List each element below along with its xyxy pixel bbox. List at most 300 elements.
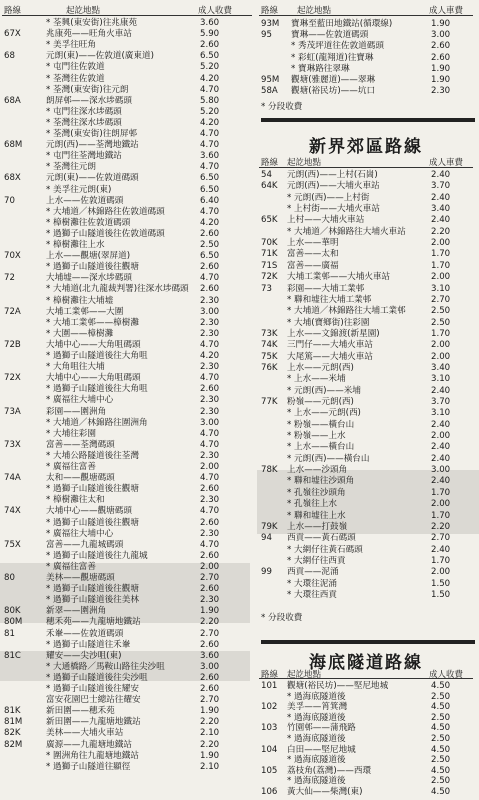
stops-cell: 耀安——尖沙咀(東) [46, 650, 122, 661]
route-cell: 64K [261, 181, 278, 192]
stops-cell: 美林——大埔火車站 [46, 728, 124, 739]
fare-cell: 2.00 [431, 567, 451, 578]
stops-cell: * 大埔(寶鄉街)往彩園 [287, 317, 370, 328]
table-row [4, 162, 230, 172]
stops-cell: * 大網仔往黃石碼頭 [287, 544, 363, 555]
stops-cell: * 廣福往大埔中心 [46, 528, 114, 539]
stops-cell: * 廣福往大埔中心 [46, 395, 114, 406]
fare-cell: 2.40 [431, 442, 451, 453]
stops-cell: * 粉嶺——上水 [287, 431, 346, 442]
table-row [261, 64, 461, 74]
fare-cell: 2.00 [431, 272, 451, 283]
stops-cell: * 聯和墟往上水 [287, 510, 346, 521]
stops-cell: 美孚——筲箕灣 [287, 702, 348, 713]
fare-cell: 4.70 [200, 373, 220, 384]
table-row [4, 673, 230, 683]
stops-cell: * 美孚往旺角 [46, 40, 96, 51]
stops-cell: * 聯和墟往沙頭角 [287, 476, 355, 487]
table-row [4, 29, 230, 39]
stops-cell: 上水——觀塘(翠屏道) [46, 251, 131, 262]
fare-cell: 3.60 [200, 18, 220, 28]
fare-cell: 2.60 [200, 550, 220, 561]
fare-cell: 2.30 [200, 595, 220, 606]
footnote: * 分段收費 [261, 102, 303, 112]
fare-cell: 2.40 [431, 453, 451, 464]
fare-cell: 2.40 [431, 385, 451, 396]
stops-cell: * 大埔道／林錦路往大埔工業邨 [287, 306, 406, 317]
fare-cell: 6.50 [200, 184, 220, 195]
table-row [261, 476, 461, 486]
fare-cell: 4.70 [200, 339, 220, 350]
fare-cell: 2.20 [431, 226, 451, 237]
table-row [261, 465, 461, 475]
table-row [261, 755, 461, 765]
table-row [261, 511, 461, 521]
table-row [4, 207, 230, 217]
table-row [261, 567, 461, 577]
stops-cell: 寶琳至藍田地鐵站(循環線) [291, 19, 393, 29]
fare-cell: 4.70 [200, 84, 220, 95]
stops-cell: * 大埔道／林錦路往圍洲角 [46, 417, 148, 428]
stops-cell: * 上水——元朗(西) [287, 408, 361, 419]
fare-cell: 4.70 [200, 473, 220, 484]
fare-cell: 6.50 [200, 173, 220, 184]
fare-cell: 2.60 [200, 517, 220, 528]
stops-cell: 彩園——大埔工業邨 [287, 283, 365, 294]
header-route: 路線 [261, 158, 279, 168]
stops-cell: 彩園——圍洲角 [46, 406, 107, 417]
table-row [261, 170, 461, 180]
route-cell: 75K [261, 351, 278, 362]
fare-cell: 2.30 [431, 86, 451, 97]
table-row [261, 734, 461, 744]
table-row [4, 462, 230, 472]
stops-cell: * 過獅子山隧道後往大角咀 [46, 351, 148, 361]
header-stops: 起訖地點 [287, 158, 322, 168]
fare-cell: 1.90 [431, 75, 451, 85]
fare-cell: 2.40 [431, 192, 451, 203]
header-stops: 起訖地點 [287, 670, 322, 680]
route-cell: 80 [4, 573, 15, 583]
fare-cell: 2.30 [200, 528, 220, 539]
table-row [261, 454, 461, 464]
stops-cell: * 大埔道(北九龍裁判署)往深水埗碼頭 [46, 284, 189, 295]
fare-cell: 4.70 [200, 129, 220, 139]
route-cell: 71K [261, 249, 278, 260]
stops-cell: * 過海底隧道後 [287, 755, 346, 766]
fare-cell: 3.60 [200, 151, 220, 162]
fare-cell: 2.60 [431, 52, 451, 63]
stops-cell: * 粉嶺——橫台山 [287, 419, 355, 430]
section-title-nt: 新界郊區路線 [309, 137, 423, 157]
route-cell: 99 [261, 567, 272, 578]
table-row [4, 651, 230, 661]
table-row [261, 374, 461, 384]
fare-cell: 2.10 [200, 761, 220, 772]
stops-cell: 朗屏邨——深水埗碼頭 [46, 95, 132, 106]
route-cell: 54 [261, 170, 272, 180]
table-row [4, 173, 230, 183]
route-cell: 73 [261, 283, 272, 294]
table-row [261, 318, 461, 328]
fare-cell: 4.50 [431, 702, 451, 713]
fare-cell: 1.70 [431, 260, 451, 271]
stops-cell: * 過獅子山隧道後往佐敦道碼頭 [46, 228, 165, 239]
stops-cell: * 過海底隧道後 [287, 712, 346, 723]
fare-cell: 2.70 [431, 533, 451, 544]
fare-cell: 2.60 [200, 484, 220, 495]
table-row [261, 53, 461, 63]
fare-cell: 2.00 [431, 499, 451, 510]
route-cell: 80M [4, 617, 23, 628]
stops-cell: 禾輋——佐敦道碼頭 [46, 628, 124, 639]
table-row [261, 19, 461, 29]
header-rule [259, 15, 473, 16]
table-row [4, 18, 230, 28]
header-fare: 成人收費 [198, 6, 233, 16]
route-cell: 74X [4, 506, 21, 517]
header-stops: 起訖地點 [66, 6, 101, 16]
fare-cell: 4.70 [200, 439, 220, 450]
header-fare: 成人收費 [429, 670, 464, 680]
table-row [261, 261, 461, 271]
stops-cell: 西貢——泥涌 [287, 567, 339, 578]
stops-cell: * 過獅子山隧道後往觀塘 [46, 517, 139, 528]
table-row [4, 262, 230, 272]
table-row [4, 307, 230, 317]
table-row [4, 251, 230, 261]
stops-cell: * 荃灣往元朗 [46, 162, 96, 173]
table-row [4, 751, 230, 761]
fare-cell: 1.50 [431, 578, 451, 589]
stops-cell: 富善——太和 [287, 249, 339, 260]
fare-cell: 2.20 [431, 521, 451, 532]
table-row [261, 522, 461, 532]
header-rule [259, 678, 473, 679]
route-cell: 78K [261, 465, 278, 476]
route-cell: 81M [4, 717, 23, 728]
fare-cell: 3.70 [431, 397, 451, 407]
table-row [261, 306, 461, 316]
right-column [257, 0, 479, 800]
stops-cell: 觀塘(裕民坊)——坑口 [291, 86, 376, 97]
fare-cell: 1.90 [200, 750, 220, 761]
fare-cell: 4.70 [200, 506, 220, 517]
table-row [4, 140, 230, 150]
stops-cell: * 屯門往荃灣地鐵站 [46, 151, 122, 162]
stops-cell: * 過獅子山隧道後往大角咀 [46, 384, 148, 395]
stops-cell: * 廣福往富善 [46, 561, 96, 572]
stops-cell: 大尾篤——大埔火車站 [287, 351, 373, 362]
route-cell: 65K [261, 215, 278, 226]
stops-cell: 大埔中心——大角咀碼頭 [46, 373, 141, 384]
table-row [261, 86, 461, 96]
stops-cell: 上村——大埔火車站 [287, 215, 365, 226]
route-cell: 72K [261, 272, 278, 283]
table-row [4, 518, 230, 528]
table-row [261, 488, 461, 498]
footnote: * 分段收費 [261, 613, 303, 623]
table-row [4, 573, 230, 583]
stops-cell: * 荃灣(東安街)往元朗 [46, 84, 129, 95]
table-row [261, 227, 461, 237]
table-row [4, 340, 230, 350]
fare-cell: 2.40 [431, 215, 451, 226]
route-cell: 68X [4, 173, 21, 184]
route-cell: 72X [4, 373, 21, 384]
table-row [4, 74, 230, 84]
fare-cell: 4.70 [200, 428, 220, 439]
table-row [261, 776, 461, 786]
stops-cell: 元朗(西)——上村(石崗) [287, 170, 378, 180]
table-row [4, 151, 230, 161]
stops-cell: 上水——元朗(西) [287, 362, 354, 373]
route-cell: 68A [4, 95, 21, 106]
fare-cell: 2.30 [200, 317, 220, 328]
fare-cell: 1.70 [431, 510, 451, 521]
fare-cell: 2.30 [200, 295, 220, 306]
stops-cell: 上水——佐敦道碼頭 [46, 195, 124, 206]
stops-cell: 白田——堅尼地城 [287, 744, 356, 755]
route-cell: 72B [4, 339, 21, 350]
stops-cell: * 過海底隧道後 [287, 734, 346, 744]
table-row [4, 473, 230, 483]
table-row [4, 551, 230, 561]
fare-cell: 2.40 [431, 476, 451, 487]
stops-cell: * 大環往泥涌 [287, 578, 337, 589]
table-row [4, 129, 230, 139]
stops-cell: 大埔中心——大角咀碼頭 [46, 339, 141, 350]
fare-cell: 2.30 [200, 495, 220, 506]
fare-cell: 2.60 [200, 384, 220, 395]
stops-cell: 大埔工業邨——大埔火車站 [287, 272, 391, 283]
fare-cell: 2.50 [431, 734, 451, 744]
fare-cell: 2.10 [200, 728, 220, 739]
stops-cell: * 樟樹灘往上水 [46, 240, 105, 250]
fare-cell: 2.50 [431, 306, 451, 317]
table-row [4, 429, 230, 439]
stops-cell: * 過獅子山隧道後往觀塘 [46, 484, 139, 495]
route-cell: 82K [4, 728, 21, 739]
fare-cell: 3.40 [431, 362, 451, 373]
stops-cell: 美林——觀塘碼頭 [46, 573, 115, 583]
fare-cell: 2.60 [200, 262, 220, 273]
table-row [4, 562, 230, 572]
table-row [4, 40, 230, 50]
table-row [4, 684, 230, 694]
route-cell: 68M [4, 140, 23, 151]
stops-cell: 新田圍——九龍塘地鐵站 [46, 717, 141, 728]
route-cell: 94 [261, 533, 272, 544]
fare-cell: 1.50 [431, 589, 451, 600]
stops-cell: 富安花園巴士總站往耀安 [46, 695, 141, 706]
stops-cell: 大埔工業邨——大圍 [46, 306, 124, 317]
stops-cell: 廣源——九龍塘地鐵站 [46, 739, 132, 750]
stops-cell: * 上村街——大埔火車站 [287, 204, 380, 215]
fare-cell: 2.50 [431, 712, 451, 723]
stops-cell: * 元朗(西)——米埔 [287, 385, 361, 396]
route-cell: 70 [4, 195, 15, 206]
header-rule [2, 15, 252, 16]
table-row [4, 218, 230, 228]
table-row [261, 41, 461, 51]
table-row [261, 249, 461, 259]
stops-cell: * 美孚往元朗(東) [46, 184, 112, 195]
table-row [4, 185, 230, 195]
fare-cell: 4.70 [200, 162, 220, 173]
route-cell: 77K [261, 397, 278, 407]
table-row [261, 556, 461, 566]
stops-cell: * 上水——米埔 [287, 374, 346, 385]
header-route: 路線 [261, 6, 279, 16]
table-row [4, 196, 230, 206]
stops-cell: * 大埔道／林錦路往佐敦道碼頭 [46, 206, 165, 217]
route-cell: 74A [4, 473, 21, 484]
table-row [261, 329, 461, 339]
stops-cell: * 大埔工業邨——樟樹灘 [46, 317, 139, 328]
stops-cell: 黃大仙——柴灣(東) [287, 787, 363, 797]
stops-cell: 富善——荃灣碼頭 [46, 439, 115, 450]
stops-cell: 新田圍——穗禾苑 [46, 706, 115, 717]
table-row [4, 484, 230, 494]
stops-cell: * 過獅子山隧道往顯徑 [46, 761, 131, 772]
fare-cell: 3.10 [431, 283, 451, 294]
stops-cell: * 過獅子山隧道後往觀塘 [46, 584, 139, 595]
table-row [261, 533, 461, 543]
table-row [4, 362, 230, 372]
fare-cell: 4.20 [200, 217, 220, 228]
fare-cell: 2.40 [431, 419, 451, 430]
stops-cell: * 廣福往富善 [46, 462, 96, 472]
table-row [261, 787, 461, 797]
stops-cell: * 圍洲角往九龍塘地鐵站 [46, 750, 139, 761]
stops-cell: * 過獅子山隧道後往觀塘 [46, 262, 139, 273]
table-row [4, 695, 230, 705]
stops-cell: 富善——廣福 [287, 260, 339, 271]
fare-cell: 2.40 [431, 170, 451, 180]
fare-cell: 3.40 [431, 204, 451, 215]
stops-cell: * 大角咀往大埔 [46, 362, 105, 373]
route-cell: 81K [4, 706, 21, 717]
stops-cell: * 過獅子山隧道後往美林 [46, 595, 139, 606]
stops-cell: 元朗(東)——佐敦道碼頭 [46, 173, 139, 184]
table-row [4, 706, 230, 716]
table-row [4, 506, 230, 516]
table-row [261, 238, 461, 248]
table-row [261, 692, 461, 702]
table-row [4, 384, 230, 394]
table-row [4, 62, 230, 72]
fare-cell: 4.50 [431, 723, 451, 734]
stops-cell: * 過海底隧道後 [287, 776, 346, 787]
fare-cell: 1.70 [431, 249, 451, 260]
route-cell: 103 [261, 723, 278, 734]
table-row [261, 713, 461, 723]
fare-cell: 2.70 [200, 628, 220, 639]
fare-cell: 2.70 [200, 695, 220, 706]
table-row [4, 296, 230, 306]
stops-cell: 元朗(東)——佐敦道(廣東道) [46, 51, 154, 62]
stops-cell: 竹園邨——蒲飛路 [287, 723, 356, 734]
stops-cell: * 寶琳路往翠琳 [291, 63, 350, 74]
fare-cell: 2.00 [431, 238, 451, 249]
fare-cell: 4.70 [200, 539, 220, 550]
stops-cell: * 秀茂坪道往佐敦道碼頭 [291, 41, 384, 52]
stops-cell: * 大埔往彩園 [46, 428, 96, 439]
table-row [4, 606, 230, 616]
stops-cell: * 荃灣(東安街)往朗屏邨 [46, 129, 138, 139]
stops-cell: 寶琳——佐敦道碼頭 [291, 30, 369, 41]
section-rule [261, 640, 475, 644]
fare-cell: 5.20 [200, 62, 220, 73]
stops-cell: 穗禾苑——九龍塘地鐵站 [46, 617, 141, 628]
section-rule [261, 118, 475, 122]
table-row [4, 85, 230, 95]
stops-cell: 觀塘(裕民坊)——堅尼地城 [287, 681, 389, 691]
fare-cell: 2.70 [431, 294, 451, 305]
fare-cell: 3.00 [200, 306, 220, 317]
table-row [4, 418, 230, 428]
stops-cell: * 過獅子山隧道後往耀安 [46, 684, 139, 694]
table-row [261, 193, 461, 203]
table-row [261, 352, 461, 362]
stops-cell: * 樟樹灘往佐敦道碼頭 [46, 217, 131, 228]
fare-cell: 3.10 [431, 408, 451, 419]
fare-cell: 2.60 [431, 41, 451, 52]
table-row [261, 408, 461, 418]
route-cell: 106 [261, 787, 278, 797]
table-row [261, 397, 461, 407]
stops-cell: * 荃灣往佐敦道 [46, 73, 105, 84]
route-cell: 74K [261, 340, 278, 351]
table-row [4, 717, 230, 727]
table-row [4, 51, 230, 61]
stops-cell: 觀塘(雅麗道)——翠琳 [291, 75, 376, 85]
fare-cell: 2.50 [431, 776, 451, 787]
fare-cell: 3.00 [200, 417, 220, 428]
fare-cell: 1.90 [200, 606, 220, 617]
route-cell: 75X [4, 539, 21, 550]
table-row [4, 273, 230, 283]
route-cell: 76K [261, 362, 278, 373]
table-row [261, 204, 461, 214]
fare-cell: 2.00 [200, 462, 220, 472]
fare-cell: 2.60 [200, 584, 220, 595]
fare-cell: 4.20 [200, 351, 220, 361]
table-row [261, 215, 461, 225]
table-row [4, 351, 230, 361]
route-cell: 95 [261, 30, 272, 41]
fare-cell: 1.70 [431, 487, 451, 498]
fare-cell: 1.90 [431, 63, 451, 74]
fare-cell: 4.20 [200, 117, 220, 128]
stops-cell: 太和——觀塘碼頭 [46, 473, 115, 484]
route-cell: 81C [4, 650, 21, 661]
stops-cell: * 彩虹(龍翔道)往寶琳 [291, 52, 374, 63]
fare-cell: 6.50 [200, 251, 220, 262]
table-row [4, 440, 230, 450]
table-row [4, 318, 230, 328]
stops-cell: * 樟樹灘往大埔墟 [46, 295, 114, 306]
stops-cell: 西貢——黃石碼頭 [287, 533, 356, 544]
route-cell: 95M [261, 75, 280, 85]
fare-cell: 3.60 [200, 650, 220, 661]
stops-cell: * 上水——橫台山 [287, 442, 355, 453]
table-row [261, 386, 461, 396]
stops-cell: * 大網仔往西貢 [287, 555, 346, 566]
fare-cell: 5.90 [200, 29, 220, 40]
table-row [4, 495, 230, 505]
